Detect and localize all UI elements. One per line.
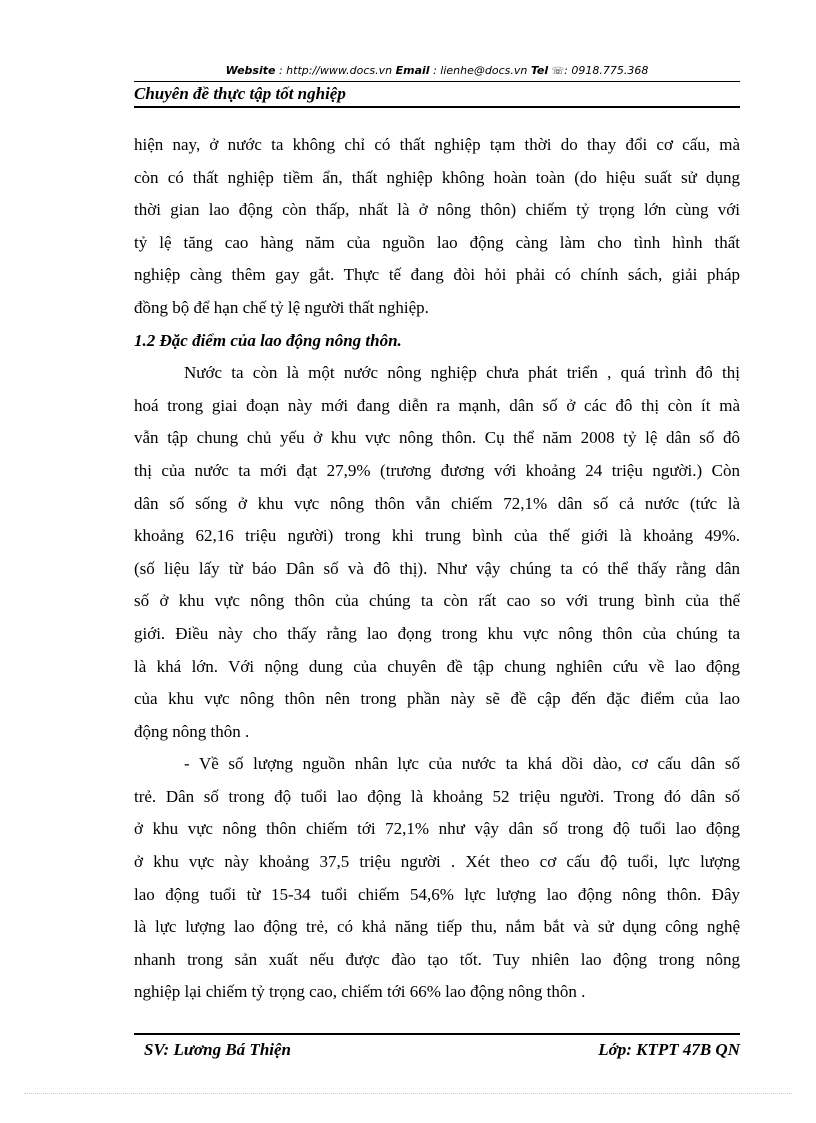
website-contact-bar <box>134 64 740 79</box>
class-name: Lớp: KTPT 47B QN <box>598 1040 740 1059</box>
body-line: của khu vực nông thôn nên trong phần này sẽ đề cập đến đặc điểm của lao <box>134 689 740 709</box>
body-line: là lực lượng lao động trẻ, có khả năng tiếp thu, nắm bắt và sử dụng công nghệ <box>134 917 740 937</box>
page-break-dotted-line <box>24 1093 792 1094</box>
body-line: đồng bộ để hạn chế tỷ lệ người thất nghiệp. <box>134 297 429 317</box>
body-line: còn có thất nghiệp tiềm ẩn, thất nghiệp không hoàn toàn (do hiệu suất sử dụng <box>134 167 740 187</box>
body-line: vẫn tập chung chủ yếu ở khu vực nông thôn. Cụ thể năm 2008 tỷ lệ dân số đô <box>134 428 740 448</box>
body-line: hiện nay, ở nước ta không chỉ có thất nghiệp tạm thời do thay đổi cơ cấu, mà <box>134 135 740 154</box>
website-url[interactable]: : http://www.docs.vn <box>278 64 393 77</box>
body-line: động nông thôn . <box>134 721 250 741</box>
header-divider-thin <box>134 81 740 82</box>
body-line: khoảng 62,16 triệu người) trong khi trung bình của thế giới là khoảng 49%. <box>134 526 740 546</box>
document-body <box>134 129 740 1009</box>
body-line: số ở khu vực nông thôn của chúng ta còn rất cao so với trung bình của thế <box>134 591 740 611</box>
body-line: nghiệp càng thêm gay gắt. Thực tế đang đòi hỏi phải có chính sách, giải pháp <box>134 265 740 285</box>
body-line: giới. Điều này cho thấy rằng lao đọng trong khu vực nông thôn của chúng ta <box>134 623 740 643</box>
email-address[interactable]: : lienhe@docs.vn <box>433 64 528 77</box>
phone-icon: ☏ <box>551 66 565 77</box>
body-line: nghiệp lại chiếm tỷ trọng cao, chiếm tới 66% lao động nông thôn . <box>134 982 586 1002</box>
body-line: lao động tuổi từ 15-34 tuổi chiếm 54,6% lực lượng lao động nông thôn. Đây <box>134 884 740 904</box>
body-line: tỷ lệ tăng cao hàng năm của nguồn lao động càng làm cho tình hình thất <box>134 232 740 252</box>
body-line: - Về số lượng nguồn nhân lực của nước ta khá dồi dào, cơ cấu dân số <box>184 754 740 774</box>
tel-label: Tel <box>530 64 549 77</box>
document-title: Chuyên đề thực tập tốt nghiệp <box>134 84 346 103</box>
tel-number: : 0918.775.368 <box>564 64 649 77</box>
body-line: nhanh trong sản xuất nếu được đào tạo tốt. Tuy nhiên lao động trong nông <box>134 949 740 969</box>
section-heading: 1.2 Đặc điểm của lao động nông thôn. <box>134 330 402 350</box>
student-name: SV: Lương Bá Thiện <box>144 1040 291 1059</box>
body-line: thời gian lao động còn thấp, nhất là ở nông thôn) chiếm tỷ trọng lớn cùng với <box>134 200 740 220</box>
website-label: Website <box>225 64 276 77</box>
body-line: là khá lớn. Với nộng dung của chuyên đề tập chung nghiên cứu về lao động <box>134 656 740 676</box>
email-label: Email <box>395 64 430 77</box>
body-line: trẻ. Dân số trong độ tuổi lao động là khoảng 52 triệu người. Trong đó dân số <box>134 786 740 806</box>
body-line: (số liệu lấy từ báo Dân số và đô thị). Như vậy chúng ta có thể thấy rằng dân <box>134 558 740 578</box>
header-divider-thick <box>134 106 740 108</box>
body-line: thị của nước ta mới đạt 27,9% (trương đương với khoảng 24 triệu người.) Còn <box>134 460 740 480</box>
body-line: Nước ta còn là một nước nông nghiệp chưa phát triển , quá trình đô thị <box>184 363 740 383</box>
body-line: hoá trong giai đoạn này mới đang diễn ra mạnh, dân số ở các đô thị còn ít mà <box>134 395 740 415</box>
body-line: ở khu vực này khoảng 37,5 triệu người . Xét theo cơ cấu độ tuổi, lực lượng <box>134 852 740 872</box>
body-line: dân số sống ở khu vực nông thôn vẫn chiếm 72,1% dân số cả nước (tức là <box>134 493 740 513</box>
footer-divider <box>134 1033 740 1035</box>
body-line: ở khu vực nông thôn chiếm tới 72,1% như vậy dân số trong độ tuổi lao động <box>134 819 740 839</box>
